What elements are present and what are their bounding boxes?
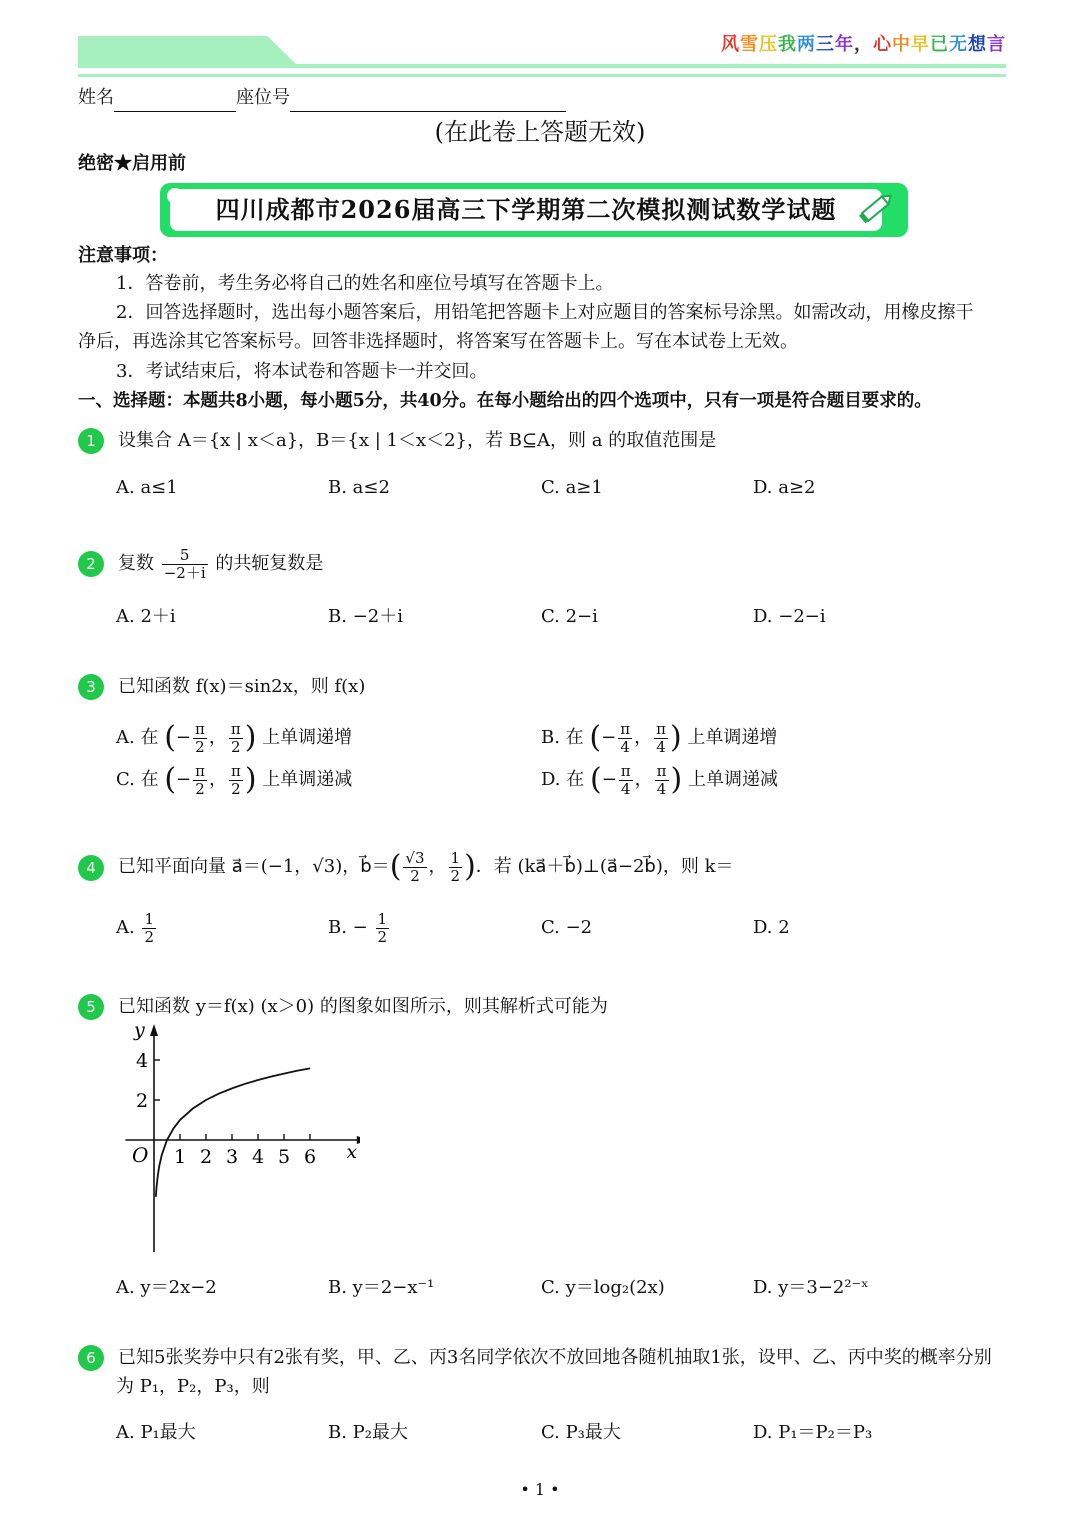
q3-c-comma: ，	[208, 769, 227, 790]
q4-stem-a: 已知平面向量 a⃗＝(−1，√3)，b⃗＝	[118, 856, 390, 877]
q3-b-pi2: π	[656, 719, 666, 738]
q3-b-den: 4	[620, 737, 630, 756]
exam-title: 四川成都市2026届高三下学期第二次模拟测试数学试题	[170, 189, 882, 231]
q2-fraction	[162, 547, 208, 582]
x-tick-label: 2	[200, 1146, 213, 1168]
q5-stem: 已知函数 y＝f(x) (x＞0) 的图象如图所示，则其解析式可能为	[118, 996, 608, 1017]
q5-option-b: B. y＝2−x⁻¹	[328, 1277, 435, 1298]
q2-option-a: A. 2＋i	[116, 606, 176, 627]
question-number-6: 6	[78, 1345, 104, 1371]
x-tick-label: 3	[226, 1146, 239, 1168]
q2-stem	[118, 544, 323, 584]
q4-bopt-num: 1	[377, 909, 388, 928]
name-label: 姓名	[78, 87, 114, 108]
slogan-char: ，	[854, 34, 873, 55]
q1-option-b: B. a≤2	[328, 477, 390, 498]
q6-stem-line1: 已知5张奖券中只有2张有奖，甲、乙、丙3名同学依次不放回地各随机抽取1张，设甲、乙、丙中奖的概率分别	[118, 1347, 992, 1368]
q3-c-pi: π	[195, 761, 205, 780]
q3-a-den: 2	[195, 737, 205, 756]
q2-option-d: D. −2−i	[753, 606, 826, 627]
slogan-char: 我	[778, 34, 797, 55]
q3-c-label: C. 在	[116, 769, 159, 790]
question-number-2: 2	[78, 551, 104, 577]
notice-item-1: 1．答卷前，考生务必将自己的姓名和座位号填写在答题卡上。	[116, 273, 614, 294]
q3-d-den2: 4	[656, 779, 667, 798]
q2-frac-den: −2＋i	[163, 563, 206, 582]
q1-option-d: D. a≥2	[753, 477, 816, 498]
q3-c-minus: −	[176, 769, 192, 790]
question-number-3: 3	[78, 674, 104, 700]
q3-option-d: D. 在 (− $\frac{\pi}{4}$ ， $\frac{\pi}{4}$ ) 上单调递减	[541, 761, 778, 798]
y-axis-label: y	[134, 1019, 145, 1041]
q1-stem: 设集合 A＝{x | x＜a}，B＝{x | 1＜x＜2}，若 B⊆A，则 a 的取值范围是	[118, 430, 717, 451]
q3-a-pi: π	[195, 719, 205, 738]
q3-c-den2: 2	[231, 779, 241, 798]
q3-b-minus: −	[601, 727, 617, 748]
notice-heading: 注意事项：	[78, 245, 168, 266]
q3-a-minus: −	[175, 727, 191, 748]
slogan-char: 三	[816, 34, 835, 55]
q4-option-c: C. −2	[541, 917, 593, 938]
slogan-char: 两	[797, 34, 816, 55]
q4-option-b	[328, 908, 391, 948]
question-number-4: 4	[78, 855, 104, 881]
q4-a-label: A.	[116, 917, 135, 938]
q3-b-text: 上单调递增	[687, 727, 778, 748]
q4-b-den2: 2	[450, 866, 461, 885]
q1-option-c: C. a≥1	[541, 477, 603, 498]
q6-option-d: D. P₁＝P₂＝P₃	[753, 1422, 873, 1443]
notice-item-2-cont: 净后，再选涂其它答案标号。回答非选择题时，将答案写在答题卡上。写在本试卷上无效。	[78, 331, 798, 352]
function-curve	[156, 1068, 310, 1196]
invalid-note: (在此卷上答题无效)	[434, 118, 646, 146]
notice-item-2: 2．回答选择题时，选出每小题答案后，用铅笔把答题卡上对应题目的答案标号涂黑。如需改动，用橡皮擦干	[116, 302, 974, 323]
slogan-char: 年	[835, 34, 854, 55]
q3-option-a: A. 在 (− $\frac{\pi}{2}$ ， $\frac{\pi}{2}$ ) 上单调递增	[116, 719, 353, 756]
q2-option-b: B. −2＋i	[328, 606, 403, 627]
origin-label: O	[132, 1143, 149, 1167]
q4-option-a	[116, 908, 158, 948]
q3-d-text: 上单调递减	[687, 769, 778, 790]
slogan-char: 无	[949, 34, 968, 55]
q2-stem-post: 的共轭复数是	[215, 553, 324, 574]
q6-option-c: C. P₃最大	[541, 1422, 621, 1443]
q3-a-comma: ，	[208, 727, 227, 748]
q3-d-den: 4	[620, 779, 631, 798]
q3-c-den: 2	[195, 779, 205, 798]
q4-b-label: B. −	[328, 917, 368, 938]
slogan-char: 已	[930, 34, 949, 55]
slogan-char: 想	[968, 34, 987, 55]
secret-label: 绝密★启用前	[78, 153, 186, 174]
q3-d-pi2: π	[656, 761, 667, 780]
q3-d-comma: ，	[634, 769, 653, 790]
q3-b-pi: π	[620, 719, 631, 738]
student-info	[78, 84, 566, 112]
q4-a-num: 1	[144, 909, 155, 928]
q3-a-pi2: π	[230, 719, 241, 738]
q4-b-num1: √3	[405, 848, 425, 867]
x-tick-label: 6	[304, 1146, 317, 1168]
section-heading: 一、选择题：本题共8小题，每小题5分，共40分。在每小题给出的四个选项中，只有一项是符合题目要求的。	[78, 391, 932, 411]
q2-frac-num: 5	[162, 547, 208, 565]
slogan-char: 早	[911, 34, 930, 55]
q5-option-c: C. y＝log₂(2x)	[541, 1277, 665, 1298]
slogan-char: 中	[892, 34, 911, 55]
question-number-5: 5	[78, 994, 104, 1020]
q3-b-den2: 4	[656, 737, 666, 756]
x-axis-arrow-icon	[357, 1136, 360, 1144]
q4-stem: 已知平面向量 a⃗＝(−1，√3)，b⃗＝( $\frac{√3}{2}$ ， $\frac{1}{2}$ )．若 (ka⃗＋b⃗)⊥(a⃗−2b⃗)，则 k＝	[118, 848, 734, 885]
q3-a-label: A. 在	[116, 727, 159, 748]
seat-label: 座位号	[236, 87, 290, 108]
header-slogan	[721, 30, 1006, 56]
slogan-char: 心	[873, 34, 892, 55]
x-tick-label: 4	[252, 1146, 265, 1168]
q3-c-pi2: π	[230, 761, 241, 780]
header-rule-thin	[78, 74, 1006, 77]
q5-graph	[110, 1018, 360, 1258]
seat-blank	[290, 91, 566, 112]
y-tick-label: 2	[136, 1090, 149, 1112]
x-tick-label: 5	[278, 1146, 291, 1168]
slogan-char: 言	[987, 34, 1006, 55]
header-rule	[78, 64, 1006, 68]
q1-option-a: A. a≤1	[116, 477, 178, 498]
y-axis-arrow-icon	[150, 1024, 158, 1036]
name-blank	[114, 91, 236, 112]
slogan-char: 风	[721, 34, 740, 55]
q3-d-pi: π	[620, 761, 631, 780]
q3-b-label: B. 在	[541, 727, 584, 748]
y-tick-label: 4	[136, 1050, 149, 1072]
slogan-char: 雪	[740, 34, 759, 55]
q3-b-comma: ，	[634, 727, 653, 748]
q3-option-c: C. 在 (− $\frac{\pi}{2}$ ， $\frac{\pi}{2}$ ) 上单调递减	[116, 761, 353, 798]
slogan-char: 压	[759, 34, 778, 55]
q2-option-c: C. 2−i	[541, 606, 598, 627]
q3-a-text: 上单调递增	[262, 727, 353, 748]
q5-option-a: A. y＝2x−2	[116, 1277, 217, 1298]
q2-stem-pre: 复数	[118, 553, 154, 574]
q3-c-text: 上单调递减	[262, 769, 353, 790]
q3-option-b: B. 在 (− $\frac{\pi}{4}$ ， $\frac{\pi}{4}$ ) 上单调递增	[541, 719, 778, 756]
q4-stem-b: ．若 (ka⃗＋b⃗)⊥(a⃗−2b⃗)，则 k＝	[475, 856, 734, 877]
q6-option-a: A. P₁最大	[116, 1422, 196, 1443]
notice-item-3: 3．考试结束后，将本试卷和答题卡一并交回。	[116, 361, 488, 382]
q6-option-b: B. P₂最大	[328, 1422, 408, 1443]
header-tab	[78, 36, 298, 66]
q4-b-num2: 1	[450, 848, 461, 867]
page-number: • 1 •	[520, 1480, 560, 1499]
q3-d-minus: −	[601, 769, 617, 790]
q5-option-d: D. y＝3−2²⁻ˣ	[753, 1277, 869, 1298]
q4-b-den1: 2	[410, 866, 420, 885]
q3-d-label: D. 在	[541, 769, 585, 790]
q6-stem-line2: 为 P₁，P₂，P₃，则	[116, 1376, 270, 1397]
pencil-icon	[856, 190, 896, 230]
q3-stem: 已知函数 f(x)＝sin2x，则 f(x)	[118, 676, 366, 697]
q3-a-den2: 2	[231, 737, 241, 756]
q4-a-den: 2	[144, 927, 155, 946]
x-tick-label: 1	[174, 1146, 187, 1168]
q4-option-d: D. 2	[753, 917, 790, 938]
q4-bopt-den: 2	[377, 927, 388, 946]
x-axis-label: x	[346, 1141, 358, 1163]
question-number-1: 1	[78, 428, 104, 454]
